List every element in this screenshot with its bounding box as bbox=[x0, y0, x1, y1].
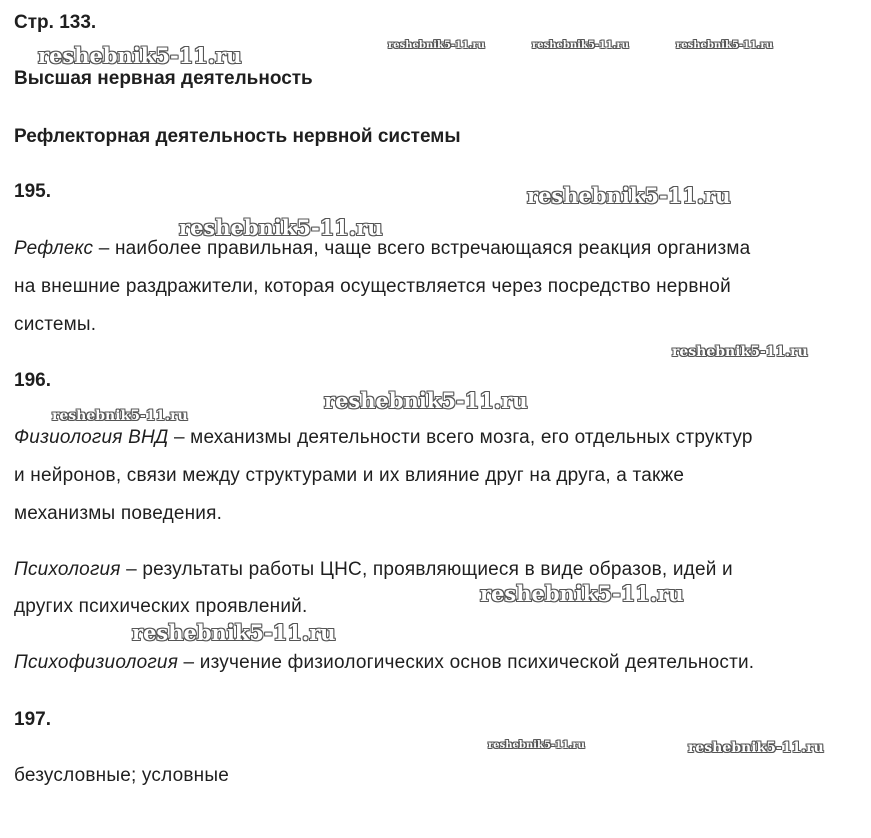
task-number: 195. bbox=[14, 181, 51, 202]
watermark: reshebnik5-11.ru bbox=[532, 40, 629, 51]
definition-text: – изучение физиологических основ психической деятельности. bbox=[183, 652, 755, 673]
definition-line: системы. bbox=[14, 314, 97, 335]
watermark: reshebnik5-11.ru bbox=[488, 740, 585, 751]
watermark: reshebnik5-11.ru bbox=[52, 408, 188, 424]
definition-line: и нейронов, связи между структурами и их влияние друг на друга, а также bbox=[14, 465, 685, 486]
watermark: reshebnik5-11.ru bbox=[676, 40, 773, 51]
subsection-title: Рефлекторная деятельность нервной системы bbox=[14, 126, 461, 147]
watermark: reshebnik5-11.ru bbox=[527, 183, 731, 208]
watermark: reshebnik5-11.ru bbox=[38, 43, 242, 68]
watermark: reshebnik5-11.ru bbox=[324, 388, 528, 413]
watermark: reshebnik5-11.ru bbox=[480, 581, 684, 606]
definition-line: других психических проявлений. bbox=[14, 596, 308, 617]
watermark: reshebnik5-11.ru bbox=[688, 740, 824, 756]
definition-text: – результаты работы ЦНС, проявляющиеся в виде образов, идей и bbox=[126, 559, 733, 580]
definition-line bbox=[14, 559, 733, 581]
definition-line: механизмы поведения. bbox=[14, 503, 223, 524]
definition-text: – наиболее правильная, чаще всего встречающаяся реакция организма bbox=[98, 238, 751, 259]
definition-line bbox=[14, 238, 750, 260]
watermark: reshebnik5-11.ru bbox=[672, 344, 808, 360]
page-number: Стр. 133. bbox=[14, 12, 97, 33]
definition-text: – механизмы деятельности всего мозга, его отдельных структур bbox=[173, 427, 753, 448]
term: Рефлекс bbox=[14, 238, 94, 259]
watermark: reshebnik5-11.ru bbox=[179, 215, 383, 240]
answer-text: безусловные; условные bbox=[14, 765, 229, 786]
term: Психология bbox=[14, 559, 121, 580]
watermark: reshebnik5-11.ru bbox=[132, 620, 336, 645]
definition-line bbox=[14, 427, 753, 449]
section-title: Высшая нервная деятельность bbox=[14, 68, 313, 89]
watermark: reshebnik5-11.ru bbox=[388, 40, 485, 51]
definition-line: на внешние раздражители, которая осуществляется через посредство нервной bbox=[14, 276, 731, 297]
definition-line bbox=[14, 652, 754, 674]
task-number: 197. bbox=[14, 709, 51, 730]
term: Психофизиология bbox=[14, 652, 179, 673]
task-number: 196. bbox=[14, 370, 51, 391]
term: Физиология ВНД bbox=[14, 427, 169, 448]
